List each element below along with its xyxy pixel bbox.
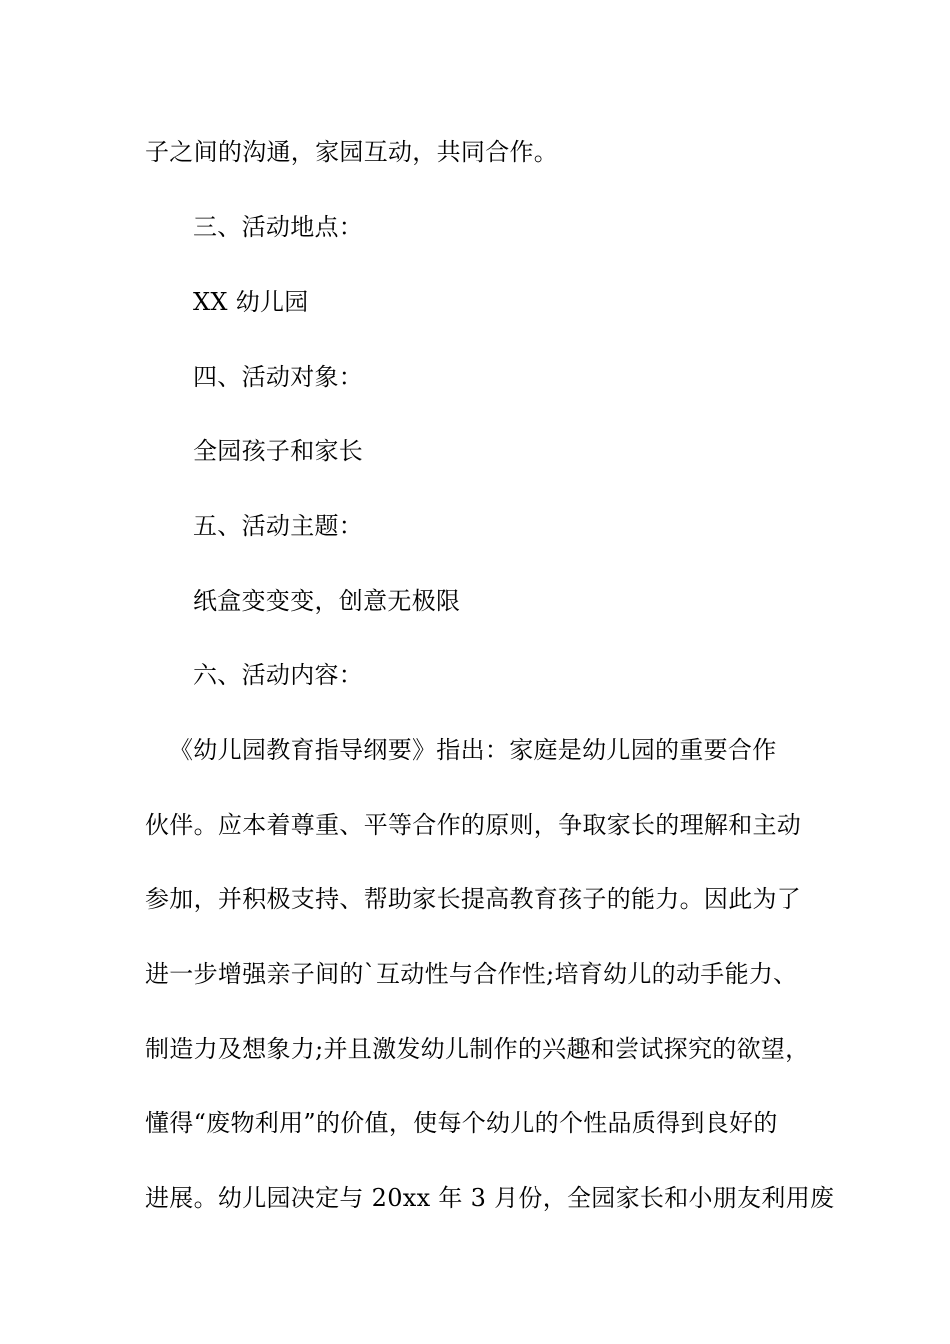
paragraph-line: 进展。幼儿园决定与 20xx 年 3 月份，全园家长和小朋友利用废 — [145, 1184, 835, 1212]
paragraph-line: 全园孩子和家长 — [193, 437, 364, 465]
section-heading: 四、活动对象： — [193, 363, 364, 391]
paragraph-line: 制造力及想象力;并且激发幼儿制作的兴趣和尝试探究的欲望， — [145, 1035, 810, 1063]
paragraph-line: 《幼儿园教育指导纲要》指出：家庭是幼儿园的重要合作 — [169, 736, 777, 764]
paragraph-line: XX 幼儿园 — [193, 288, 309, 316]
paragraph-line: 纸盒变变变，创意无极限 — [193, 587, 461, 615]
paragraph-line: 参加，并积极支持、帮助家长提高教育孩子的能力。因此为了 — [145, 885, 802, 913]
section-heading: 五、活动主题： — [193, 512, 364, 540]
section-heading: 六、活动内容： — [193, 661, 364, 689]
paragraph-line: 伙伴。应本着尊重、平等合作的原则，争取家长的理解和主动 — [145, 811, 802, 839]
paragraph-line: 懂得“废物利用”的价值，使每个幼儿的个性品质得到良好的 — [145, 1109, 778, 1137]
paragraph-line: 子之间的沟通，家园互动，共同合作。 — [145, 138, 559, 166]
paragraph-line: 进一步增强亲子间的`互动性与合作性;培育幼儿的动手能力、 — [145, 960, 798, 988]
section-heading: 三、活动地点： — [193, 213, 364, 241]
